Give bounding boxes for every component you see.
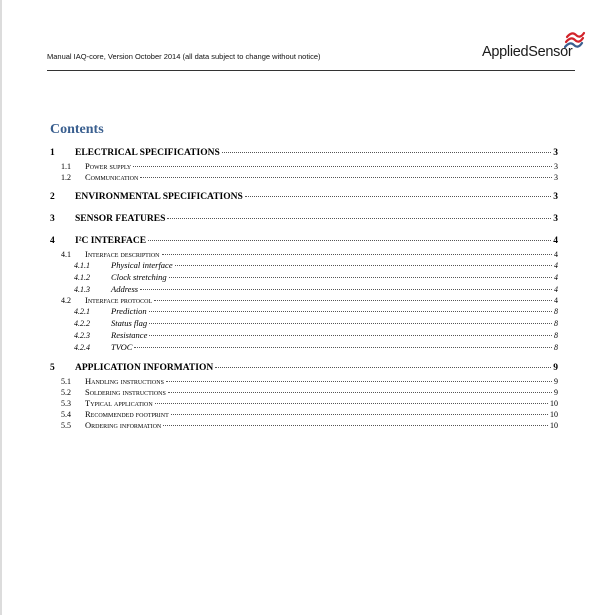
toc-dot-leader	[175, 265, 552, 266]
toc-entry-title: Handling instructions	[85, 375, 164, 386]
toc-entry-title: TVOC	[111, 341, 133, 352]
toc-entry-page: 4	[554, 284, 558, 294]
toc-entry-title: Prediction	[111, 306, 147, 317]
toc-entry-page: 3	[553, 192, 558, 202]
toc-entry-page: 9	[554, 387, 558, 397]
toc-entry-page: 8	[554, 342, 558, 352]
toc-entry-number: 1	[50, 148, 55, 158]
header-notice: (all data subject to change without notice)	[182, 52, 321, 61]
toc-entry-title: Clock stretching	[111, 271, 167, 282]
toc-entry-page: 8	[554, 307, 558, 317]
toc-entry-title: Resistance	[111, 329, 148, 340]
toc-dot-leader	[171, 414, 548, 415]
toc-dot-leader	[148, 240, 551, 241]
toc-entry[interactable]	[50, 388, 558, 399]
toc-entry-number: 4	[50, 236, 55, 246]
brand-name: AppliedSensor	[482, 44, 573, 60]
toc-entry-title: Ordering information	[85, 419, 162, 430]
toc-dot-leader	[149, 335, 552, 336]
toc-dot-leader	[169, 277, 552, 278]
table-of-contents	[50, 144, 558, 432]
toc-entry-page: 3	[554, 162, 558, 171]
toc-entry-number: 4.2	[61, 296, 71, 306]
applied-sensor-logo-icon	[564, 28, 586, 50]
toc-entry-title: Communication	[85, 172, 139, 182]
toc-entry[interactable]	[50, 331, 558, 343]
toc-entry-number: 2	[50, 192, 55, 202]
toc-dot-leader	[166, 381, 552, 382]
toc-entry-title: Physical interface	[111, 260, 173, 270]
toc-entry-title: Soldering instructions	[85, 386, 166, 397]
toc-entry[interactable]	[50, 410, 558, 421]
toc-entry-number: 5.2	[61, 387, 71, 397]
toc-entry-number: 4.2.3	[74, 330, 90, 340]
toc-entry-page: 3	[553, 148, 558, 158]
toc-entry-page: 9	[553, 362, 558, 373]
toc-entry-title: ENVIRONMENTAL SPECIFICATIONS	[75, 192, 243, 202]
header-divider	[47, 70, 575, 71]
toc-dot-leader	[167, 218, 551, 219]
toc-entry-title: Interface protocol	[85, 295, 153, 306]
toc-entry-page: 9	[554, 376, 558, 386]
running-header	[47, 52, 321, 61]
toc-title: Contents	[50, 122, 104, 137]
toc-entry[interactable]	[50, 377, 558, 388]
toc-entry-page: 4	[554, 261, 558, 270]
toc-entry[interactable]	[50, 273, 558, 285]
toc-entry-number: 5.3	[61, 398, 71, 408]
toc-entry-number: 4.2.1	[74, 307, 90, 317]
toc-entry-title: Status flag	[111, 318, 148, 329]
toc-entry[interactable]	[50, 421, 558, 432]
toc-entry-number: 4.1.3	[74, 284, 90, 294]
toc-entry-page: 10	[550, 398, 558, 408]
toc-dot-leader	[245, 196, 551, 197]
toc-dot-leader	[134, 347, 552, 348]
toc-dot-leader	[222, 152, 552, 153]
toc-entry[interactable]	[50, 343, 558, 355]
toc-entry-number: 4.2.4	[74, 342, 90, 352]
toc-entry-page: 4	[554, 296, 558, 306]
toc-entry-page: 8	[554, 319, 558, 329]
toc-dot-leader	[162, 254, 552, 255]
toc-entry[interactable]	[50, 193, 558, 206]
toc-entry-number: 5.4	[61, 409, 71, 419]
toc-dot-leader	[133, 166, 552, 167]
toc-entry-title: SENSOR FEATURES	[75, 214, 166, 224]
toc-entry-number: 5	[50, 362, 55, 373]
toc-dot-leader	[168, 392, 552, 393]
toc-entry[interactable]	[50, 215, 558, 228]
toc-entry-page: 10	[550, 409, 558, 419]
page-edge	[0, 0, 2, 615]
toc-entry-number: 4.2.2	[74, 319, 90, 329]
toc-entry-title: ELECTRICAL SPECIFICATIONS	[75, 148, 220, 158]
toc-entry-number: 4.1.2	[74, 272, 90, 282]
toc-entry-title: Interface description	[85, 249, 160, 259]
toc-dot-leader	[149, 323, 552, 324]
toc-dot-leader	[140, 177, 552, 178]
toc-entry-title: Address	[111, 283, 139, 294]
toc-entry-page: 8	[554, 330, 558, 340]
toc-entry-number: 1.1	[61, 162, 71, 171]
toc-entry-title: APPLICATION INFORMATION	[75, 362, 214, 373]
toc-entry-title: I²C INTERFACE	[75, 236, 147, 246]
toc-entry[interactable]	[50, 399, 558, 410]
toc-entry-number: 4.1	[61, 250, 71, 259]
toc-dot-leader	[154, 300, 552, 301]
toc-entry-number: 4.1.1	[74, 261, 90, 270]
toc-entry-title: Recommended footprint	[85, 408, 169, 419]
toc-dot-leader	[140, 289, 552, 290]
toc-entry-page: 4	[553, 236, 558, 246]
toc-dot-leader	[155, 403, 548, 404]
toc-entry-number: 3	[50, 214, 55, 224]
toc-entry-page: 4	[554, 272, 558, 282]
header-doc-line: Manual IAQ-core, Version October 2014	[47, 52, 181, 61]
toc-entry-title: Power supply	[85, 161, 132, 171]
toc-entry-page: 10	[550, 420, 558, 430]
toc-entry-page: 3	[553, 214, 558, 224]
toc-entry[interactable]	[50, 364, 558, 377]
toc-entry-number: 5.5	[61, 420, 71, 430]
toc-entry-page: 4	[554, 250, 558, 259]
toc-entry[interactable]	[50, 173, 558, 184]
brand-logo	[478, 28, 588, 64]
toc-entry-page: 3	[554, 173, 558, 182]
toc-entry-number: 5.1	[61, 376, 71, 386]
toc-dot-leader	[149, 311, 552, 312]
toc-entry-number: 1.2	[61, 173, 71, 182]
toc-dot-leader	[163, 425, 548, 426]
toc-dot-leader	[215, 367, 551, 368]
toc-entry-title: Typical application	[85, 397, 153, 408]
